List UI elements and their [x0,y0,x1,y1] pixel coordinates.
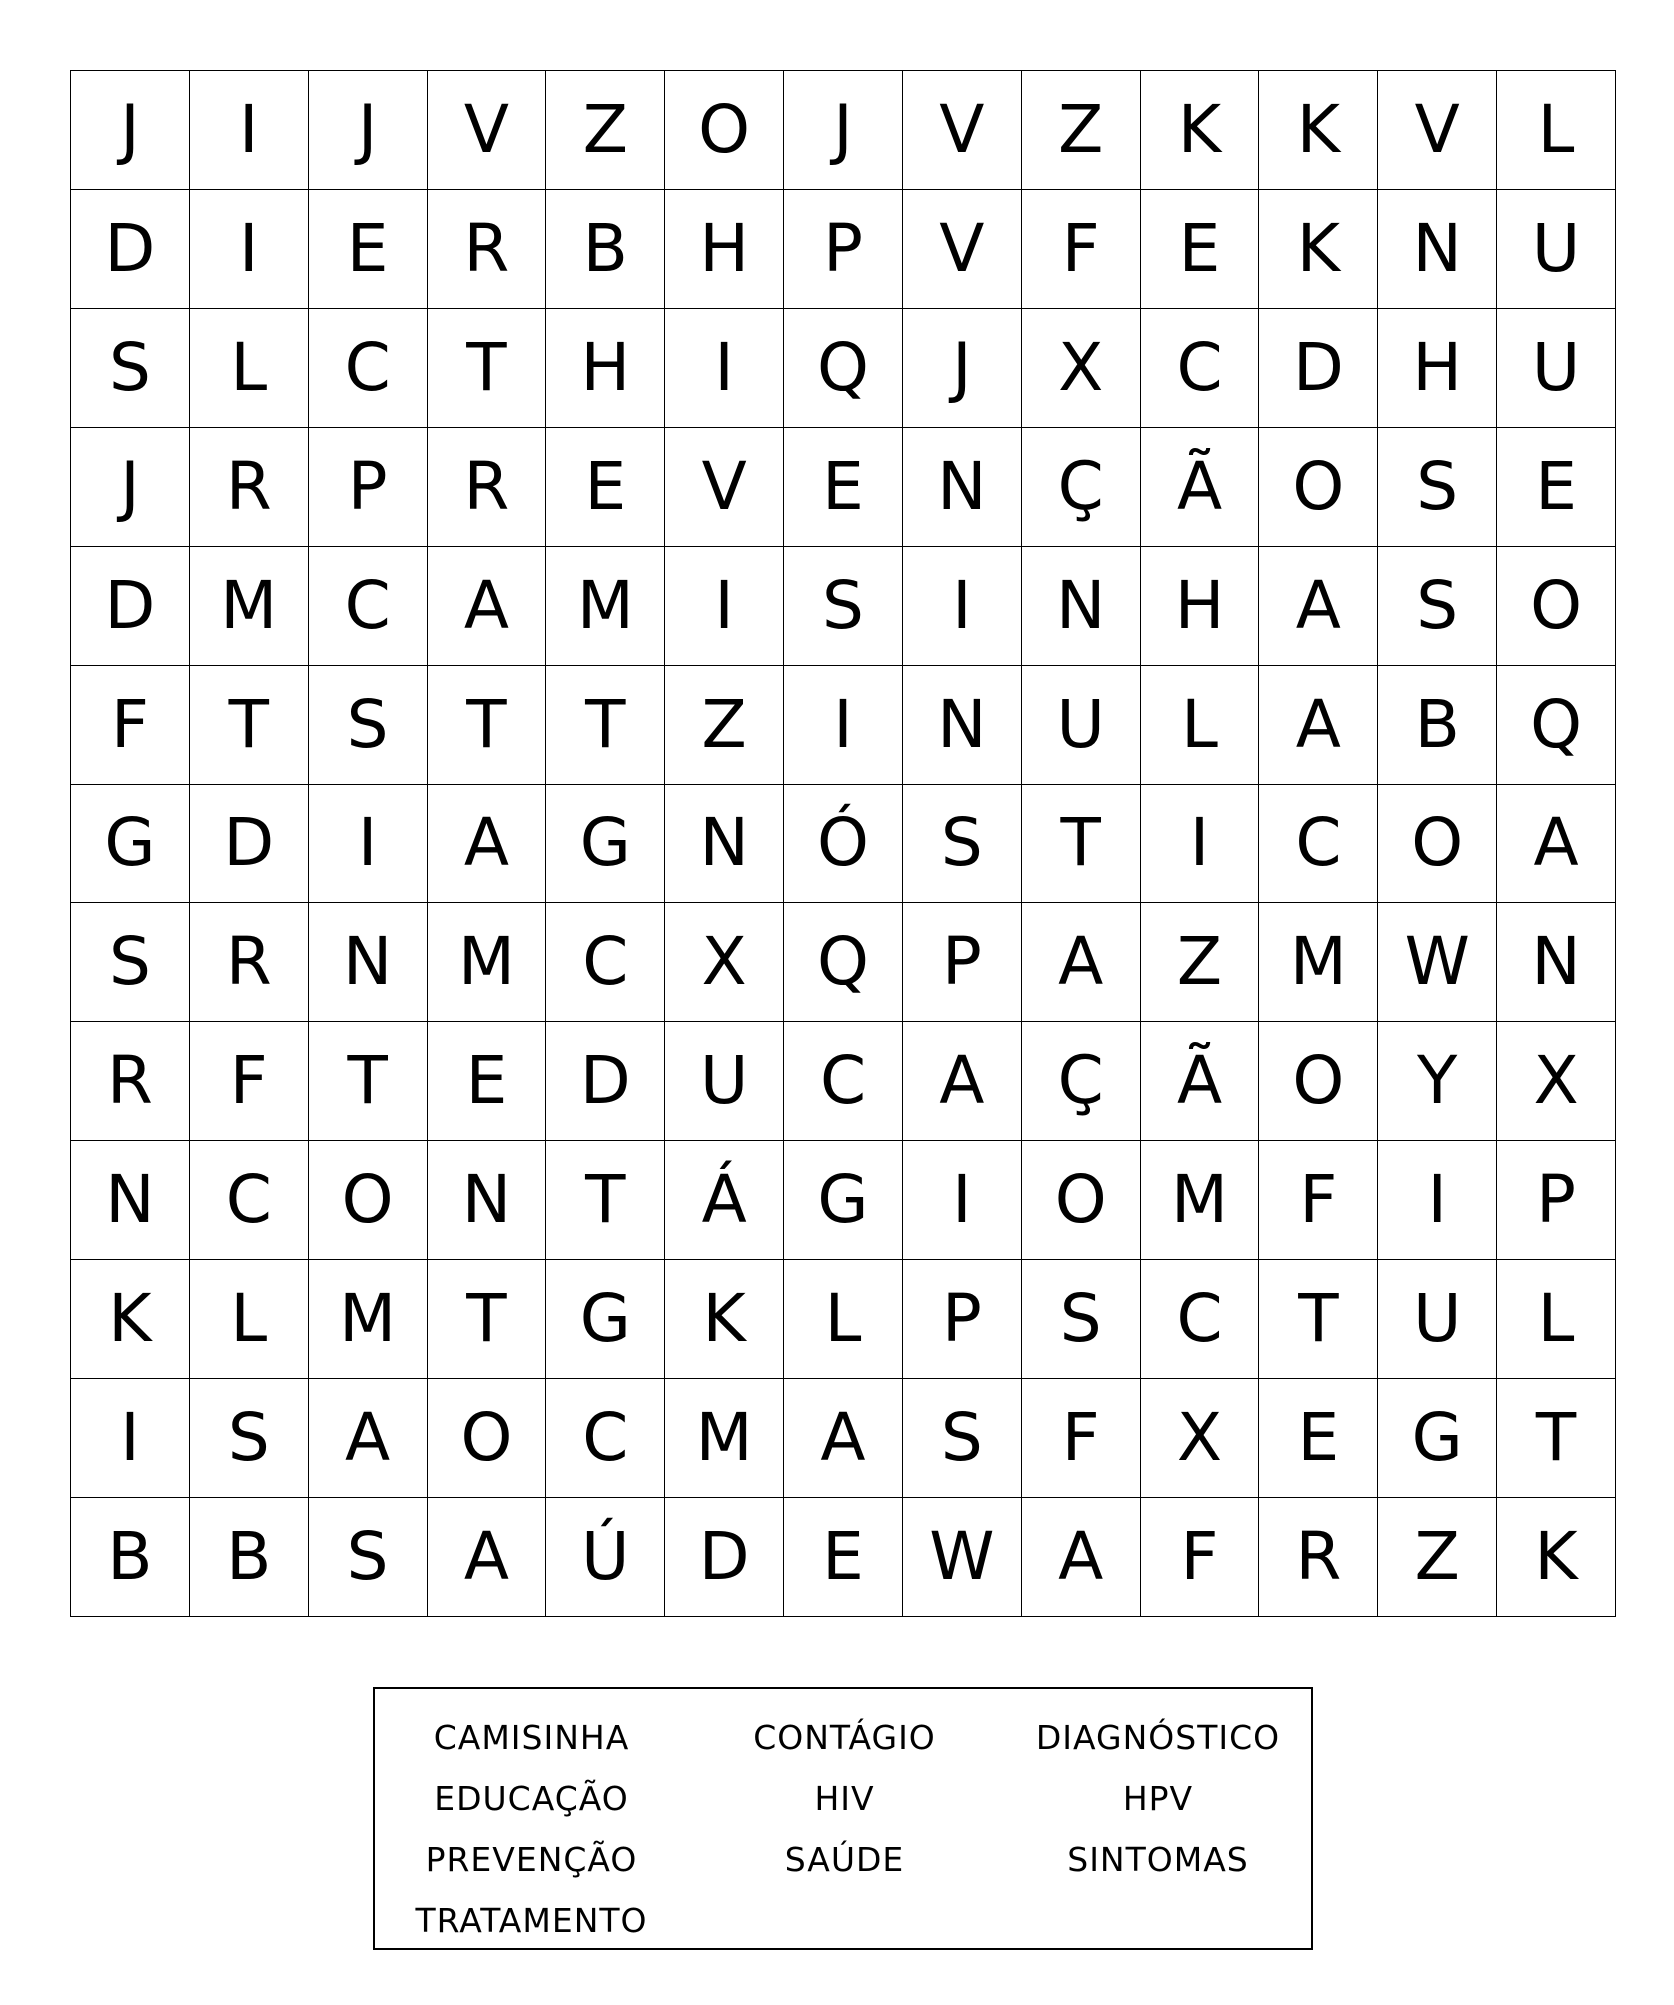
grid-cell[interactable]: C [309,547,428,666]
grid-cell[interactable]: K [1259,190,1378,309]
grid-cell[interactable]: D [546,1022,665,1141]
grid-cell[interactable]: R [428,190,547,309]
letter-grid [70,70,1616,1617]
grid-cell[interactable]: T [428,666,547,785]
word-list-item: DIAGNÓSTICO [1035,1718,1281,1757]
grid-cell[interactable]: Q [784,903,903,1022]
grid-cell[interactable]: X [1022,309,1141,428]
grid-cell[interactable]: A [784,1379,903,1498]
grid-cell[interactable]: T [190,666,309,785]
grid-cell[interactable]: U [1022,666,1141,785]
grid-cell[interactable]: W [903,1498,1022,1617]
grid-cell[interactable]: O [1259,1022,1378,1141]
grid-cell[interactable]: W [1378,903,1497,1022]
grid-cell[interactable]: K [665,1260,784,1379]
grid-cell[interactable]: B [71,1498,190,1617]
grid-cell[interactable]: F [1022,1379,1141,1498]
grid-cell[interactable]: S [1022,1260,1141,1379]
grid-cell[interactable]: L [1141,666,1260,785]
grid-cell[interactable]: H [546,309,665,428]
grid-cell[interactable]: R [71,1022,190,1141]
grid-cell[interactable]: M [665,1379,784,1498]
grid-cell[interactable]: E [546,428,665,547]
grid-cell[interactable]: U [1497,309,1616,428]
grid-cell[interactable]: M [1259,903,1378,1022]
grid-cell[interactable]: A [1259,666,1378,785]
grid-cell[interactable]: D [190,785,309,904]
grid-cell[interactable]: Ç [1022,428,1141,547]
grid-cell[interactable]: D [1259,309,1378,428]
grid-cell[interactable]: Z [1141,903,1260,1022]
grid-cell[interactable]: N [71,1141,190,1260]
grid-cell[interactable]: A [309,1379,428,1498]
grid-cell[interactable]: I [784,666,903,785]
grid-cell[interactable]: R [428,428,547,547]
grid-cell[interactable]: O [665,71,784,190]
word-list-item: EDUCAÇÃO [434,1779,629,1818]
grid-cell[interactable]: K [1141,71,1260,190]
grid-cell[interactable]: K [1497,1498,1616,1617]
grid-cell[interactable]: C [309,309,428,428]
grid-cell[interactable]: N [1022,547,1141,666]
grid-cell[interactable]: N [903,666,1022,785]
grid-cell[interactable]: I [71,1379,190,1498]
grid-cell[interactable]: A [903,1022,1022,1141]
grid-cell[interactable]: I [665,547,784,666]
grid-cell[interactable]: N [903,428,1022,547]
grid-cell[interactable]: T [1259,1260,1378,1379]
grid-cell[interactable]: F [71,666,190,785]
grid-cell[interactable]: P [309,428,428,547]
grid-cell[interactable]: A [1022,1498,1141,1617]
grid-cell[interactable]: N [428,1141,547,1260]
grid-cell[interactable]: S [784,547,903,666]
grid-cell[interactable]: R [190,428,309,547]
grid-cell[interactable]: L [190,1260,309,1379]
grid-cell[interactable]: Z [1378,1498,1497,1617]
grid-cell[interactable]: I [665,309,784,428]
word-list-item: SAÚDE [784,1840,905,1879]
grid-cell[interactable]: G [71,785,190,904]
grid-cell[interactable]: J [903,309,1022,428]
grid-cell[interactable]: H [665,190,784,309]
grid-cell[interactable]: J [71,428,190,547]
grid-cell[interactable]: X [1497,1022,1616,1141]
grid-cell[interactable]: I [190,71,309,190]
grid-cell[interactable]: F [1259,1141,1378,1260]
grid-cell[interactable]: P [1497,1141,1616,1260]
grid-cell[interactable]: C [1141,1260,1260,1379]
grid-cell[interactable]: V [1378,71,1497,190]
grid-cell[interactable]: I [1378,1141,1497,1260]
grid-cell[interactable]: J [784,71,903,190]
grid-cell[interactable]: A [1022,903,1141,1022]
grid-cell[interactable]: Ã [1141,1022,1260,1141]
grid-cell[interactable]: I [190,190,309,309]
grid-cell[interactable]: N [1378,190,1497,309]
grid-cell[interactable]: E [1141,190,1260,309]
grid-cell[interactable]: T [309,1022,428,1141]
grid-cell[interactable]: I [903,547,1022,666]
grid-cell[interactable]: Ú [546,1498,665,1617]
word-list-item: PREVENÇÃO [425,1840,638,1879]
grid-cell[interactable]: N [309,903,428,1022]
grid-cell[interactable]: D [71,547,190,666]
grid-cell[interactable]: I [903,1141,1022,1260]
grid-cell[interactable]: C [546,1379,665,1498]
grid-cell[interactable]: Z [546,71,665,190]
grid-cell[interactable]: S [1378,547,1497,666]
grid-cell[interactable]: O [1259,428,1378,547]
grid-cell[interactable]: O [1497,547,1616,666]
grid-cell[interactable]: B [1378,666,1497,785]
grid-cell[interactable]: J [71,71,190,190]
grid-cell[interactable]: T [428,1260,547,1379]
grid-cell[interactable]: N [665,785,784,904]
grid-cell[interactable]: F [190,1022,309,1141]
grid-cell[interactable]: L [1497,71,1616,190]
grid-cell[interactable]: G [784,1141,903,1260]
grid-cell[interactable]: T [428,309,547,428]
grid-cell[interactable]: Ç [1022,1022,1141,1141]
grid-cell[interactable]: G [546,1260,665,1379]
grid-cell[interactable]: V [665,428,784,547]
grid-cell[interactable]: V [428,71,547,190]
grid-cell[interactable]: H [1378,309,1497,428]
grid-cell[interactable]: A [1259,547,1378,666]
grid-cell[interactable]: B [190,1498,309,1617]
grid-cell[interactable]: K [1259,71,1378,190]
grid-cell[interactable]: I [1141,785,1260,904]
grid-cell[interactable]: G [1378,1379,1497,1498]
grid-cell[interactable]: P [903,903,1022,1022]
word-list-item: HIV [814,1779,875,1818]
grid-cell[interactable]: V [903,71,1022,190]
grid-cell[interactable]: U [1497,190,1616,309]
grid-cell[interactable]: U [665,1022,784,1141]
grid-cell[interactable]: M [546,547,665,666]
grid-cell[interactable]: O [428,1379,547,1498]
grid-cell[interactable]: Ó [784,785,903,904]
grid-cell[interactable]: K [71,1260,190,1379]
grid-cell[interactable]: R [190,903,309,1022]
grid-cell[interactable]: N [1497,903,1616,1022]
grid-cell[interactable]: P [903,1260,1022,1379]
grid-cell[interactable]: A [428,1498,547,1617]
word-list [375,1707,1311,1951]
grid-cell[interactable]: Y [1378,1022,1497,1141]
grid-cell[interactable]: F [1141,1498,1260,1617]
grid-cell[interactable]: T [1497,1379,1616,1498]
grid-cell[interactable]: C [784,1022,903,1141]
grid-cell[interactable]: O [1022,1141,1141,1260]
word-list-item: CAMISINHA [433,1718,630,1757]
grid-cell[interactable]: J [309,71,428,190]
grid-cell[interactable]: E [428,1022,547,1141]
grid-cell[interactable]: S [903,1379,1022,1498]
grid-cell[interactable]: O [309,1141,428,1260]
grid-cell[interactable]: S [71,309,190,428]
grid-cell[interactable]: B [546,190,665,309]
grid-cell[interactable]: Q [784,309,903,428]
grid-cell[interactable]: Ã [1141,428,1260,547]
grid-cell[interactable]: E [1497,428,1616,547]
grid-cell[interactable]: U [1378,1260,1497,1379]
grid-cell[interactable]: A [428,547,547,666]
grid-cell[interactable]: L [784,1260,903,1379]
grid-cell[interactable]: O [1378,785,1497,904]
word-list-item: SINTOMAS [1067,1840,1249,1879]
grid-cell[interactable]: Q [1497,666,1616,785]
grid-cell[interactable]: C [1141,309,1260,428]
grid-cell[interactable]: T [546,1141,665,1260]
grid-cell[interactable]: S [71,903,190,1022]
grid-cell[interactable]: M [309,1260,428,1379]
grid-cell[interactable]: T [546,666,665,785]
grid-cell[interactable]: F [1022,190,1141,309]
word-list-item: CONTÁGIO [753,1718,936,1757]
grid-cell[interactable]: C [190,1141,309,1260]
grid-cell[interactable]: I [309,785,428,904]
grid-cell[interactable]: G [546,785,665,904]
grid-cell[interactable]: S [903,785,1022,904]
grid-cell[interactable]: R [1259,1498,1378,1617]
grid-cell[interactable]: E [784,1498,903,1617]
grid-cell[interactable]: M [190,547,309,666]
grid-cell[interactable]: S [190,1379,309,1498]
grid-cell[interactable]: S [1378,428,1497,547]
grid-cell[interactable]: C [546,903,665,1022]
grid-cell[interactable]: Á [665,1141,784,1260]
grid-cell[interactable]: L [190,309,309,428]
word-list-item: HPV [1122,1779,1194,1818]
grid-cell[interactable]: H [1141,547,1260,666]
grid-cell[interactable]: C [1259,785,1378,904]
grid-cell[interactable]: E [309,190,428,309]
grid-cell[interactable]: M [428,903,547,1022]
grid-cell[interactable]: Z [1022,71,1141,190]
grid-cell[interactable]: E [784,428,903,547]
grid-cell[interactable]: D [665,1498,784,1617]
grid-cell[interactable]: X [1141,1379,1260,1498]
grid-cell[interactable]: V [903,190,1022,309]
grid-cell[interactable]: P [784,190,903,309]
grid-cell[interactable]: S [309,666,428,785]
word-list-box [373,1687,1313,1950]
word-list-item: TRATAMENTO [415,1901,648,1940]
grid-cell[interactable]: X [665,903,784,1022]
grid-cell[interactable]: A [1497,785,1616,904]
grid-cell[interactable]: E [1259,1379,1378,1498]
grid-cell[interactable]: D [71,190,190,309]
grid-cell[interactable]: L [1497,1260,1616,1379]
grid-cell[interactable]: A [428,785,547,904]
grid-cell[interactable]: M [1141,1141,1260,1260]
grid-cell[interactable]: Z [665,666,784,785]
grid-cell[interactable]: S [309,1498,428,1617]
grid-cell[interactable]: T [1022,785,1141,904]
